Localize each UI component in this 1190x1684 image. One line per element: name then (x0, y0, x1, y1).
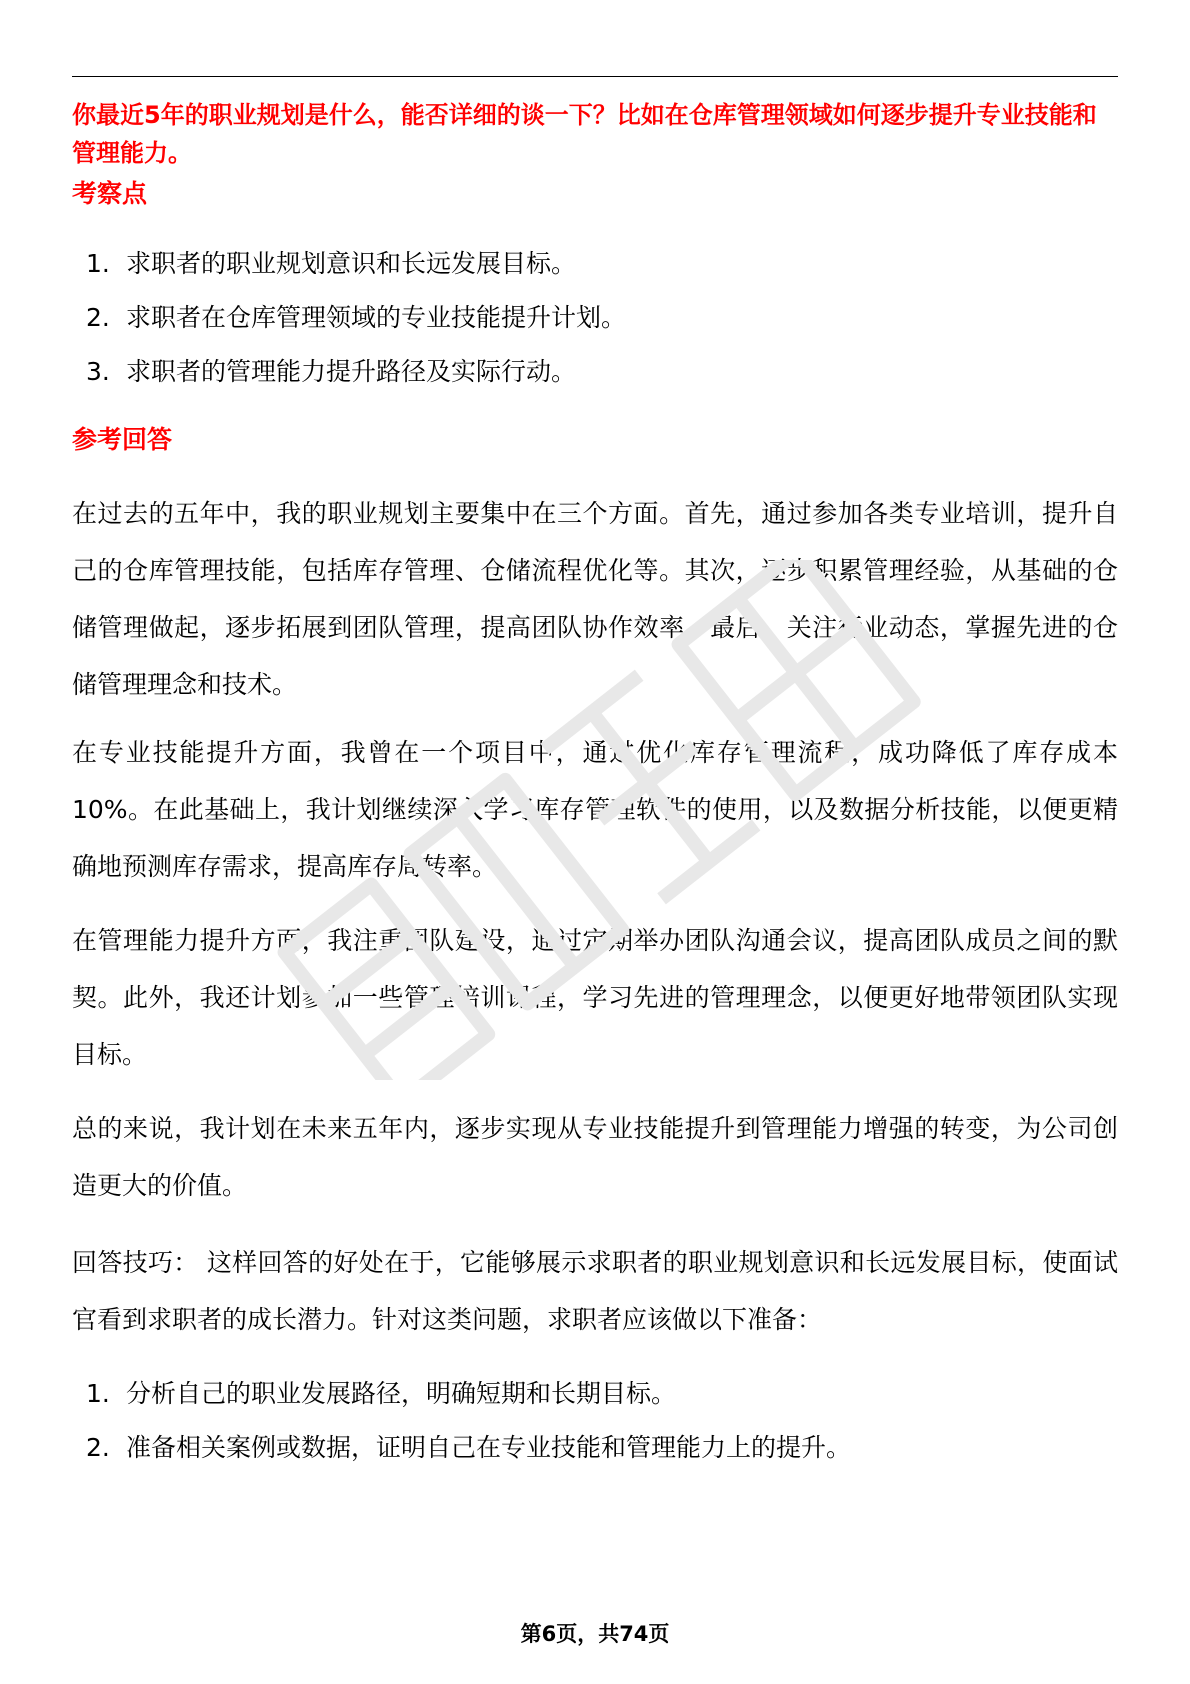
list-text: 求职者的职业规划意识和长远发展目标。 (126, 249, 577, 278)
list-number: 1. (86, 249, 110, 278)
list-number: 2. (86, 303, 110, 332)
document-page (72, 0, 1118, 1684)
list-text: 分析自己的职业发展路径，明确短期和长期目标。 (126, 1379, 677, 1408)
answer-paragraph: 在过去的五年中，我的职业规划主要集中在三个方面。首先，通过参加各类专业培训，提升自己的仓库管理技能，包括库存管理、仓储流程优化等。其次，逐步积累管理经验，从基础的仓储管理做起，逐步拓展到团队管理，提高团队协作效率。最后，关注行业动态，掌握先进的仓储管理理念和技术。 (72, 499, 1118, 699)
focus-heading: 考察点 (72, 179, 148, 208)
answer-paragraph: 在专业技能提升方面，我曾在一个项目中，通过优化库存管理流程，成功降低了库存成本10%。在此基础上，我计划继续深入学习库存管理软件的使用，以及数据分析技能，以便更精确地预测库存需求，提高库存周转率。 (72, 738, 1118, 881)
answer-paragraph: 总的来说，我计划在未来五年内，逐步实现从专业技能提升到管理能力增强的转变，为公司创造更大的价值。 (72, 1114, 1118, 1200)
list-number: 1. (86, 1379, 110, 1408)
list-item (72, 300, 1118, 336)
answer-heading: 参考回答 (72, 425, 173, 454)
list-item (72, 354, 1118, 390)
answer-paragraph: 在管理能力提升方面，我注重团队建设，通过定期举办团队沟通会议，提高团队成员之间的默契。此外，我还计划参加一些管理培训课程，学习先进的管理理念，以便更好地带领团队实现目标。 (72, 926, 1118, 1069)
list-text: 求职者在仓库管理领域的专业技能提升计划。 (126, 303, 627, 332)
tips-list (72, 1376, 1118, 1466)
question-title: 你最近5年的职业规划是什么，能否详细的谈一下？比如在仓库管理领域如何逐步提升专业技能和管理能力。 (72, 101, 1097, 167)
list-item (72, 246, 1118, 282)
list-item (72, 1376, 1118, 1412)
list-text: 准备相关案例或数据，证明自己在专业技能和管理能力上的提升。 (126, 1433, 852, 1462)
focus-list (72, 246, 1118, 390)
list-number: 3. (86, 357, 110, 386)
list-number: 2. (86, 1433, 110, 1462)
list-item (72, 1430, 1118, 1466)
top-rule (72, 76, 1118, 77)
list-text: 求职者的管理能力提升路径及实际行动。 (126, 357, 577, 386)
page-footer: 第6页，共74页 (520, 1622, 670, 1646)
answer-tips-paragraph: 回答技巧： 这样回答的好处在于，它能够展示求职者的职业规划意识和长远发展目标，使面试官看到求职者的成长潜力。针对这类问题，求职者应该做以下准备： (72, 1248, 1118, 1334)
